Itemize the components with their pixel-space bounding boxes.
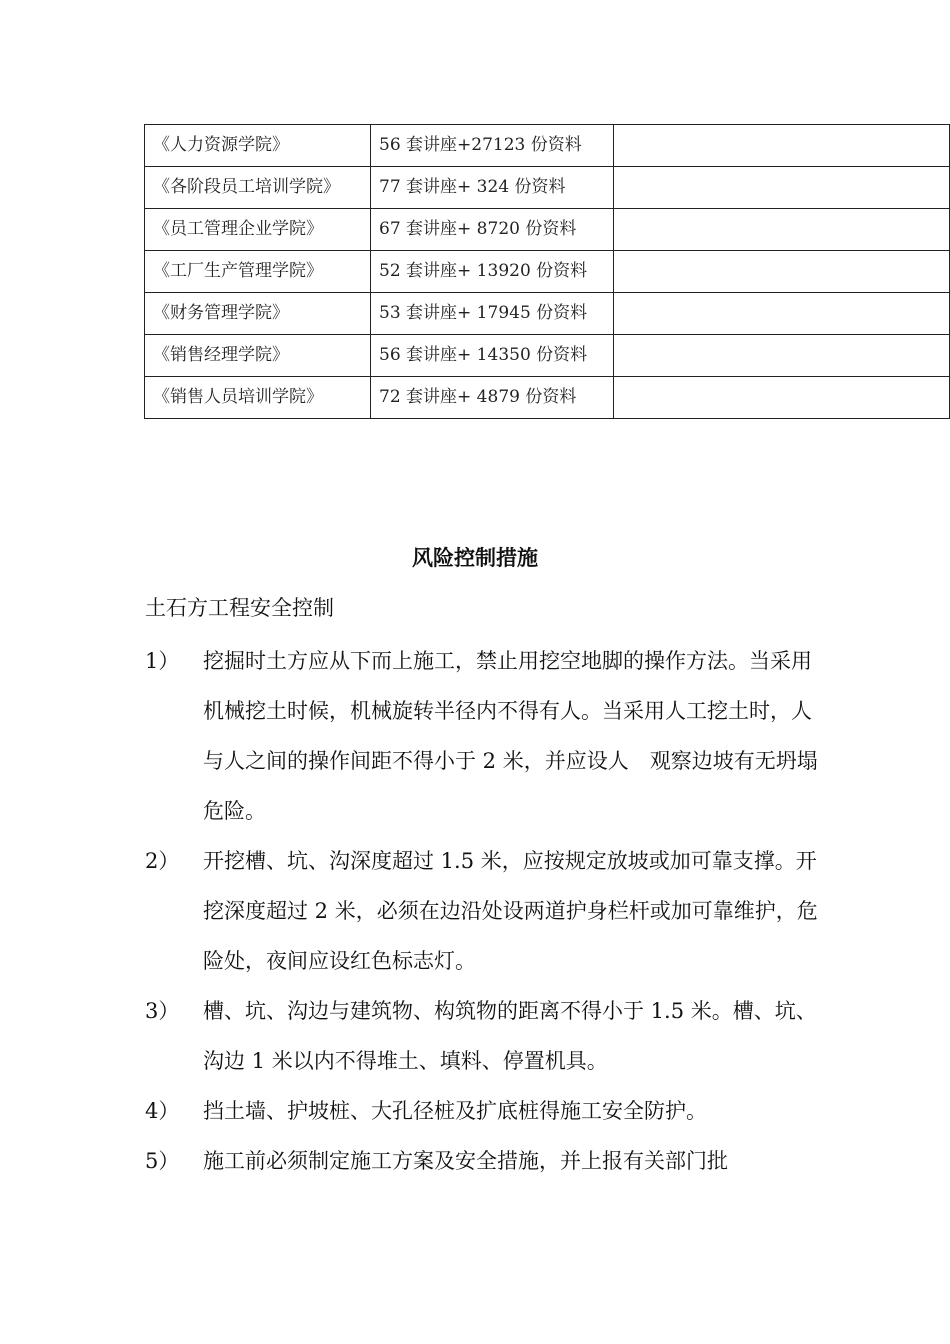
- course-note: [614, 125, 950, 167]
- course-note: [614, 293, 950, 335]
- list-item: [145, 1136, 825, 1186]
- table-row: [145, 293, 950, 335]
- item-text: 开挖槽、坑、沟深度超过 1.5 米，应按规定放坡或加可靠支撑。开挖深度超过 2 米，必须在边沿处设两道护身栏杆或加可靠维护，危险处，夜间应设红色标志灯。: [203, 849, 818, 973]
- section-subtitle: 土石方工程安全控制: [145, 596, 334, 620]
- list-item: [145, 836, 825, 986]
- course-note: [614, 209, 950, 251]
- item-text: 施工前必须制定施工方案及安全措施，并上报有关部门批: [203, 1149, 728, 1173]
- item-number: 2）: [145, 849, 180, 873]
- list-item: [145, 636, 825, 836]
- item-number: 3）: [145, 999, 180, 1023]
- item-number: 5）: [145, 1149, 180, 1173]
- course-note: [614, 251, 950, 293]
- table-row: [145, 335, 950, 377]
- item-number: 1）: [145, 649, 180, 673]
- course-name: 《销售经理学院》: [145, 335, 371, 377]
- table-row: [145, 167, 950, 209]
- course-content: 72 套讲座+ 4879 份资料: [371, 377, 614, 419]
- measure-list: [145, 636, 825, 1186]
- course-note: [614, 335, 950, 377]
- list-item: [145, 1086, 825, 1136]
- course-name: 《各阶段员工培训学院》: [145, 167, 371, 209]
- table-row: [145, 125, 950, 167]
- section-title: 风险控制措施: [412, 545, 538, 570]
- course-name: 《销售人员培训学院》: [145, 377, 371, 419]
- course-content: 77 套讲座+ 324 份资料: [371, 167, 614, 209]
- course-content: 56 套讲座+27123 份资料: [371, 125, 614, 167]
- course-name: 《财务管理学院》: [145, 293, 371, 335]
- course-table: [144, 124, 950, 419]
- item-number: 4）: [145, 1099, 180, 1123]
- course-content: 67 套讲座+ 8720 份资料: [371, 209, 614, 251]
- list-item: [145, 986, 825, 1086]
- course-name: 《工厂生产管理学院》: [145, 251, 371, 293]
- course-content: 53 套讲座+ 17945 份资料: [371, 293, 614, 335]
- table-row: [145, 209, 950, 251]
- table-row: [145, 251, 950, 293]
- course-note: [614, 377, 950, 419]
- course-name: 《人力资源学院》: [145, 125, 371, 167]
- course-content: 56 套讲座+ 14350 份资料: [371, 335, 614, 377]
- course-note: [614, 167, 950, 209]
- item-text: 挡土墙、护坡桩、大孔径桩及扩底桩得施工安全防护。: [203, 1099, 707, 1123]
- item-text: 挖掘时土方应从下而上施工，禁止用挖空地脚的操作方法。当采用机械挖土时候，机械旋转半径内不得有人。当采用人工挖土时，人与人之间的操作间距不得小于 2 米，并应设人 观察边坡有无坍塌危险。: [203, 649, 818, 823]
- course-name: 《员工管理企业学院》: [145, 209, 371, 251]
- course-content: 52 套讲座+ 13920 份资料: [371, 251, 614, 293]
- item-text: 槽、坑、沟边与建筑物、构筑物的距离不得小于 1.5 米。槽、坑、沟边 1 米以内不得堆土、填料、停置机具。: [203, 999, 817, 1073]
- table-row: [145, 377, 950, 419]
